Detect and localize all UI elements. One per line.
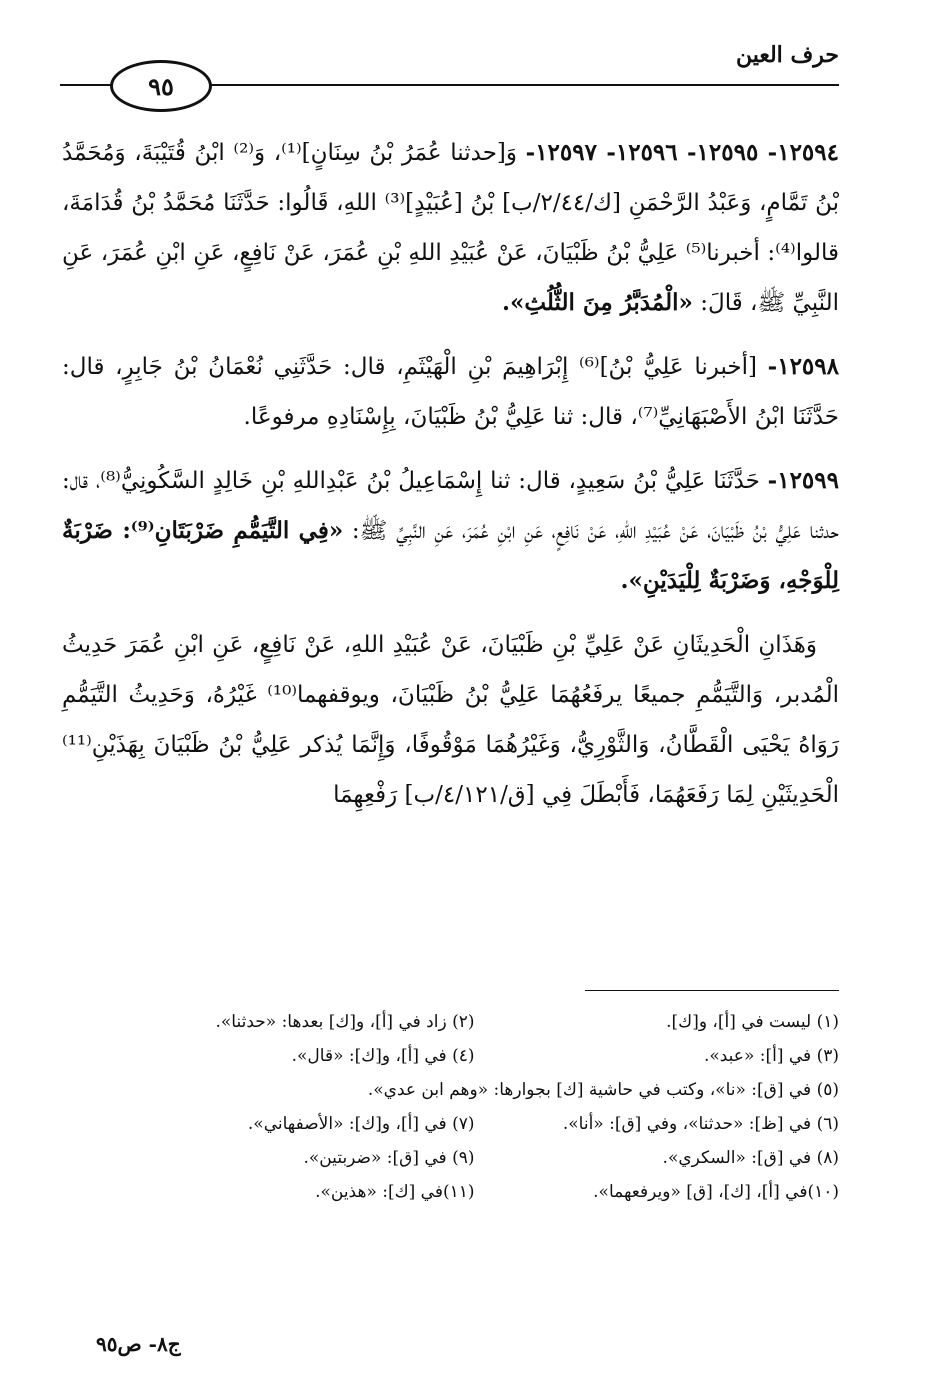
paragraph (62, 128, 839, 328)
footnote: (٤) في [أ]، و[ك]: «قال». (291, 1046, 475, 1066)
footnote-rule (585, 990, 839, 991)
footnote-row (110, 1175, 839, 1209)
running-header-title: حرف العين (735, 42, 839, 68)
hadith-number: ١٢٥٩٩- (767, 467, 839, 494)
footnote: (٨) في [ق]: «السكري». (662, 1148, 839, 1168)
hadith-quote: «الْمُدَبَّرُ مِنَ الثُّلُثِ». (501, 289, 693, 316)
paragraph (62, 620, 839, 820)
footnote: (٧) في [أ]، و[ك]: «الأصفهاني». (247, 1114, 475, 1134)
footnote: (١١)في [ك]: «هذين». (315, 1182, 475, 1202)
paragraph-text: حَدَّثَنَا عَلِيُّ بْنُ سَعِيدٍ، قال: ثنا إِسْمَاعِيلُ بْنُ عَبْدِاللهِ بْنِ خَالِدٍ السَّكُونِيُّ⁽⁸⁾، قال: حدثنا عَلِيُّ بْنُ ظَبْيَانَ، عَنْ عُبَيْدِ اللهِ، عَنْ نَافِعٍ، عَنِ ابْنِ عُمَرَ، عَنِ النَّبِيِّ ﷺ: (62, 468, 840, 544)
paragraph (62, 342, 839, 442)
paragraph (62, 456, 839, 606)
footnote-row (110, 1073, 839, 1107)
footnotes (110, 1005, 839, 1209)
footnote-row (110, 1005, 839, 1039)
footnote: (١٠)في [أ]، [ك]، [ق] «ويرفعهما». (593, 1182, 839, 1202)
hadith-quote: «فِي التَّيَمُّمِ ضَرْبَتَانِ⁽⁹⁾: ضَرْبَةٌ لِلْوَجْهِ، وَضَرْبَةٌ لِلْيَدَيْنِ». (62, 517, 839, 594)
paragraph-text: وَ[حدثنا عُمَرُ بْنُ سِنَانٍ]⁽¹⁾، وَ⁽²⁾ ابْنُ قُتَيْبَةَ، وَمُحَمَّدُ بْنُ تَمَّامٍ، وَعَبْدُ الرَّحْمَنِ [ك/٢/٤٤/ب] بْنُ [عُبَيْدٍ]⁽³⁾ اللهِ، قَالُوا: حَدَّثَنَا مُحَمَّدُ بْنُ قُدَامَةَ، قالوا⁽⁴⁾: أخبرنا⁽⁵⁾ عَلِيُّ بْنُ ظَبْيَانَ، عَنْ عُبَيْدِ اللهِ بْنِ عُمَرَ، عَنْ نَافِعٍ، عَنِ ابْنِ عُمَرَ، عَنِ النَّبِيِّ ﷺ، قَالَ: (62, 140, 839, 316)
footnote: (١) ليست في [أ]، و[ك]. (666, 1012, 839, 1032)
footnote: (٢) زاد في [أ]، و[ك] بعدها: «حدثنا». (215, 1012, 475, 1032)
main-text (62, 128, 839, 834)
footnote-row (110, 1039, 839, 1073)
footnote: (٥) في [ق]: «نا»، وكتب في حاشية [ك] بجوارها: «وهم ابن عدي». (367, 1080, 839, 1100)
footnote: (٦) في [ظ]: «حدثنا»، وفي [ق]: «أنا». (562, 1114, 839, 1134)
hadith-number: ١٢٥٩٤- ١٢٥٩٥- ١٢٥٩٦- ١٢٥٩٧- (525, 139, 839, 166)
paragraph-text: وَهَذَانِ الْحَدِيثَانِ عَنْ عَلِيِّ بْنِ ظَبْيَانَ، عَنْ عُبَيْدِ اللهِ، عَنْ نَافِعٍ، عَنِ ابْنِ عُمَرَ حَدِيثُ الْمُدبر، وَالتَّيَمُّمِ جميعًا يرفَعُهُمَا عَلِيُّ بْنُ ظَبْيَانَ، ويوقفهما⁽¹⁰⁾ غَيْرُهُ، وَحَدِيثُ التَّيَمُّمِ رَوَاهُ يَحْيَى الْقَطَّانُ، وَالثَّوْرِيُّ، وَغَيْرُهُمَا مَوْقُوفًا، وَإِنَّمَا يُذكر عَلِيُّ بْنُ ظَبْيَانَ بِهَذَيْنِ⁽¹¹⁾ الْحَدِيثَيْنِ لِمَا رَفَعَهُمَا، فَأَبْطَلَ فِي [ق/٤/١٢١/ب] رَفْعِهِمَا (62, 632, 839, 808)
page-number-badge: ٩٥ (110, 60, 212, 112)
footnote: (٣) في [أ]: «عبد». (703, 1046, 839, 1066)
hadith-number: ١٢٥٩٨- (767, 353, 839, 380)
footnote-row (110, 1141, 839, 1175)
footnote-row (110, 1107, 839, 1141)
footnote: (٩) في [ق]: «ضربتين». (303, 1148, 475, 1168)
volume-page-footer: ج٨- ص٩٥ (96, 1332, 181, 1356)
paragraph-text: [أخبرنا عَلِيُّ بْنُ]⁽⁶⁾ إِبْرَاهِيمَ بْنِ الْهَيْثَمِ، قال: حَدَّثَنِي نُعْمَانُ بْنُ جَابِرٍ، قال: حَدَّثَنَا ابْنُ الأَصْبَهَانِيِّ⁽⁷⁾، قال: ثنا عَلِيُّ بْنُ ظَبْيَانَ، بِإِسْنَادِهِ مرفوعًا. (62, 354, 839, 430)
